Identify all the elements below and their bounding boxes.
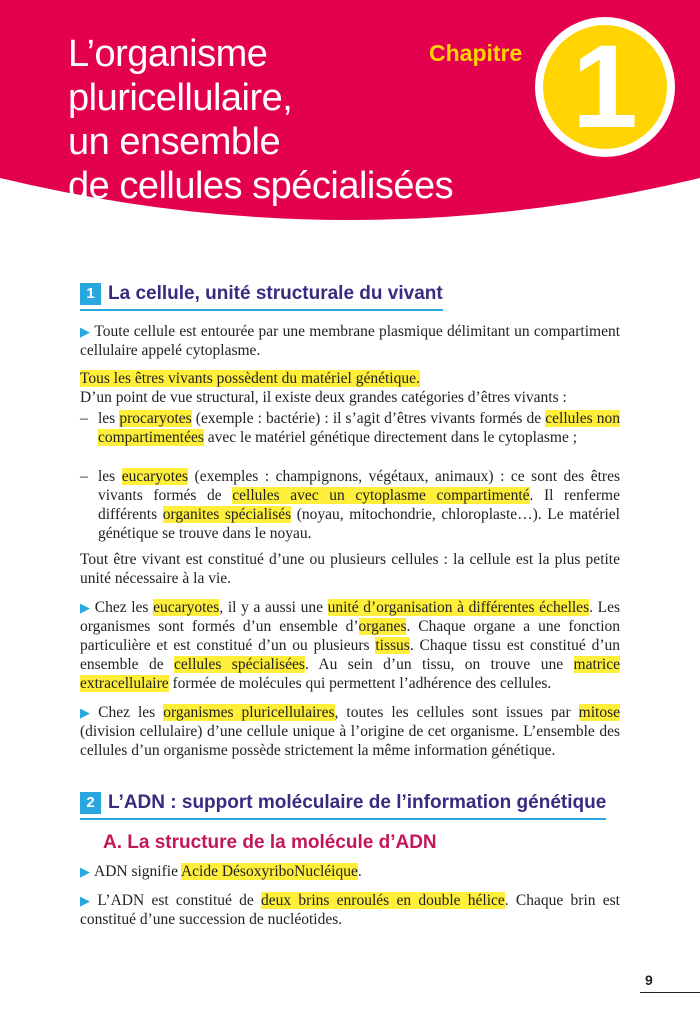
section-1-heading — [80, 283, 443, 311]
paragraph: ▶ L’ADN est constitué de deux brins enroulés en double hélice. Chaque brin est constitué d’une succession de nucléotides. — [80, 892, 620, 928]
highlight: mitose — [578, 704, 621, 721]
highlight: cellules spécialisées — [174, 656, 305, 673]
highlight: eucaryotes — [121, 468, 189, 485]
list-item: – les eucaryotes (exemples : champignons, végétaux, animaux) : ce sont des êtres vivants formés de cellules avec un cytoplasme compartimenté. Il renferme différents organites spécialisés (noyau, mitochondrie, chloroplaste…). Le matériel génétique se trouve dans le noyau. — [80, 468, 620, 542]
title-line: L’organisme — [68, 33, 268, 75]
highlight: organites spécialisés — [162, 506, 292, 523]
chapter-label: Chapitre — [429, 40, 523, 66]
highlight: matrice extracellulaire — [80, 656, 620, 692]
paragraph: Tout être vivant est constitué d’une ou plusieurs cellules : la cellule est la plus petite unité nécessaire à la vie. — [80, 551, 620, 587]
triangle-bullet-icon: ▶ — [80, 893, 94, 908]
highlight: deux brins enroulés en double hélice — [261, 892, 505, 909]
section-number: 1 — [80, 283, 101, 305]
highlight: tissus — [375, 637, 410, 654]
dash-bullet: – — [80, 410, 88, 427]
subsection-heading: A. La structure de la molécule d’ADN — [103, 832, 437, 853]
paragraph: ▶ Chez les eucaryotes, il y a aussi une unité d’organisation à différentes échelles. Les organismes sont formés d’un ensemble d’organes. Chaque organe a une fonction particulière et est constitué d’un ou plusieurs tissus. Chaque tissu est constitué d’un ensemble de cellules spécialisées. Au sein d’un tissu, on trouve une matrice extracellulaire formée de molécules qui permettent l’adhérence des cellules. — [80, 599, 620, 692]
title-line: un ensemble — [68, 121, 281, 163]
highlight: cellules non compartimentées — [98, 410, 621, 446]
triangle-bullet-icon: ▶ — [80, 864, 90, 879]
paragraph: ▶ ADN signifie Acide DésoxyriboNucléique. — [80, 863, 362, 880]
highlight: eucaryotes — [153, 599, 220, 616]
title-line: pluricellulaire, — [68, 77, 293, 119]
page-number: 9 — [645, 972, 653, 988]
dash-bullet: – — [80, 468, 88, 485]
highlight: Acide DésoxyriboNucléique — [180, 863, 358, 880]
paragraph: ▶ Toute cellule est entourée par une membrane plasmique délimitant un compartiment cellulaire appelé cytoplasme. — [80, 323, 620, 359]
section-title: La cellule, unité structurale du vivant — [108, 283, 443, 304]
section-2-heading — [80, 792, 606, 820]
list-item: – les procaryotes (exemple : bactérie) : il s’agit d’êtres vivants formés de cellules non compartimentées avec le matériel génétique directement dans le cytoplasme ; — [80, 410, 621, 446]
triangle-bullet-icon: ▶ — [80, 705, 95, 720]
triangle-bullet-icon: ▶ — [80, 600, 91, 615]
page-number-rule — [640, 992, 700, 993]
highlight: cellules avec un cytoplasme compartimenté — [232, 487, 530, 504]
highlight: organes — [358, 618, 407, 635]
paragraph: Tous les êtres vivants possèdent du matériel génétique. D’un point de vue structural, il existe deux grandes catégories d’êtres vivants : — [80, 370, 567, 406]
paragraph: ▶ Chez les organismes pluricellulaires, toutes les cellules sont issues par mitose (division cellulaire) d’une cellule unique à l’origine de cet organisme. L’ensemble des cellules d’un organisme possède strictement la même information génétique. — [80, 704, 621, 759]
highlight: procaryotes — [119, 410, 192, 427]
highlight: unité d’organisation à différentes échelles — [327, 599, 590, 616]
triangle-bullet-icon: ▶ — [80, 324, 91, 339]
title-line: de cellules spécialisées — [68, 165, 454, 207]
section-title: L’ADN : support moléculaire de l’information génétique — [108, 792, 607, 813]
section-number: 2 — [80, 792, 101, 814]
highlight: Tous les êtres vivants possèdent du matériel génétique. — [80, 370, 420, 387]
chapter-number: 1 — [572, 21, 638, 153]
highlight: organismes pluricellulaires — [163, 704, 335, 721]
